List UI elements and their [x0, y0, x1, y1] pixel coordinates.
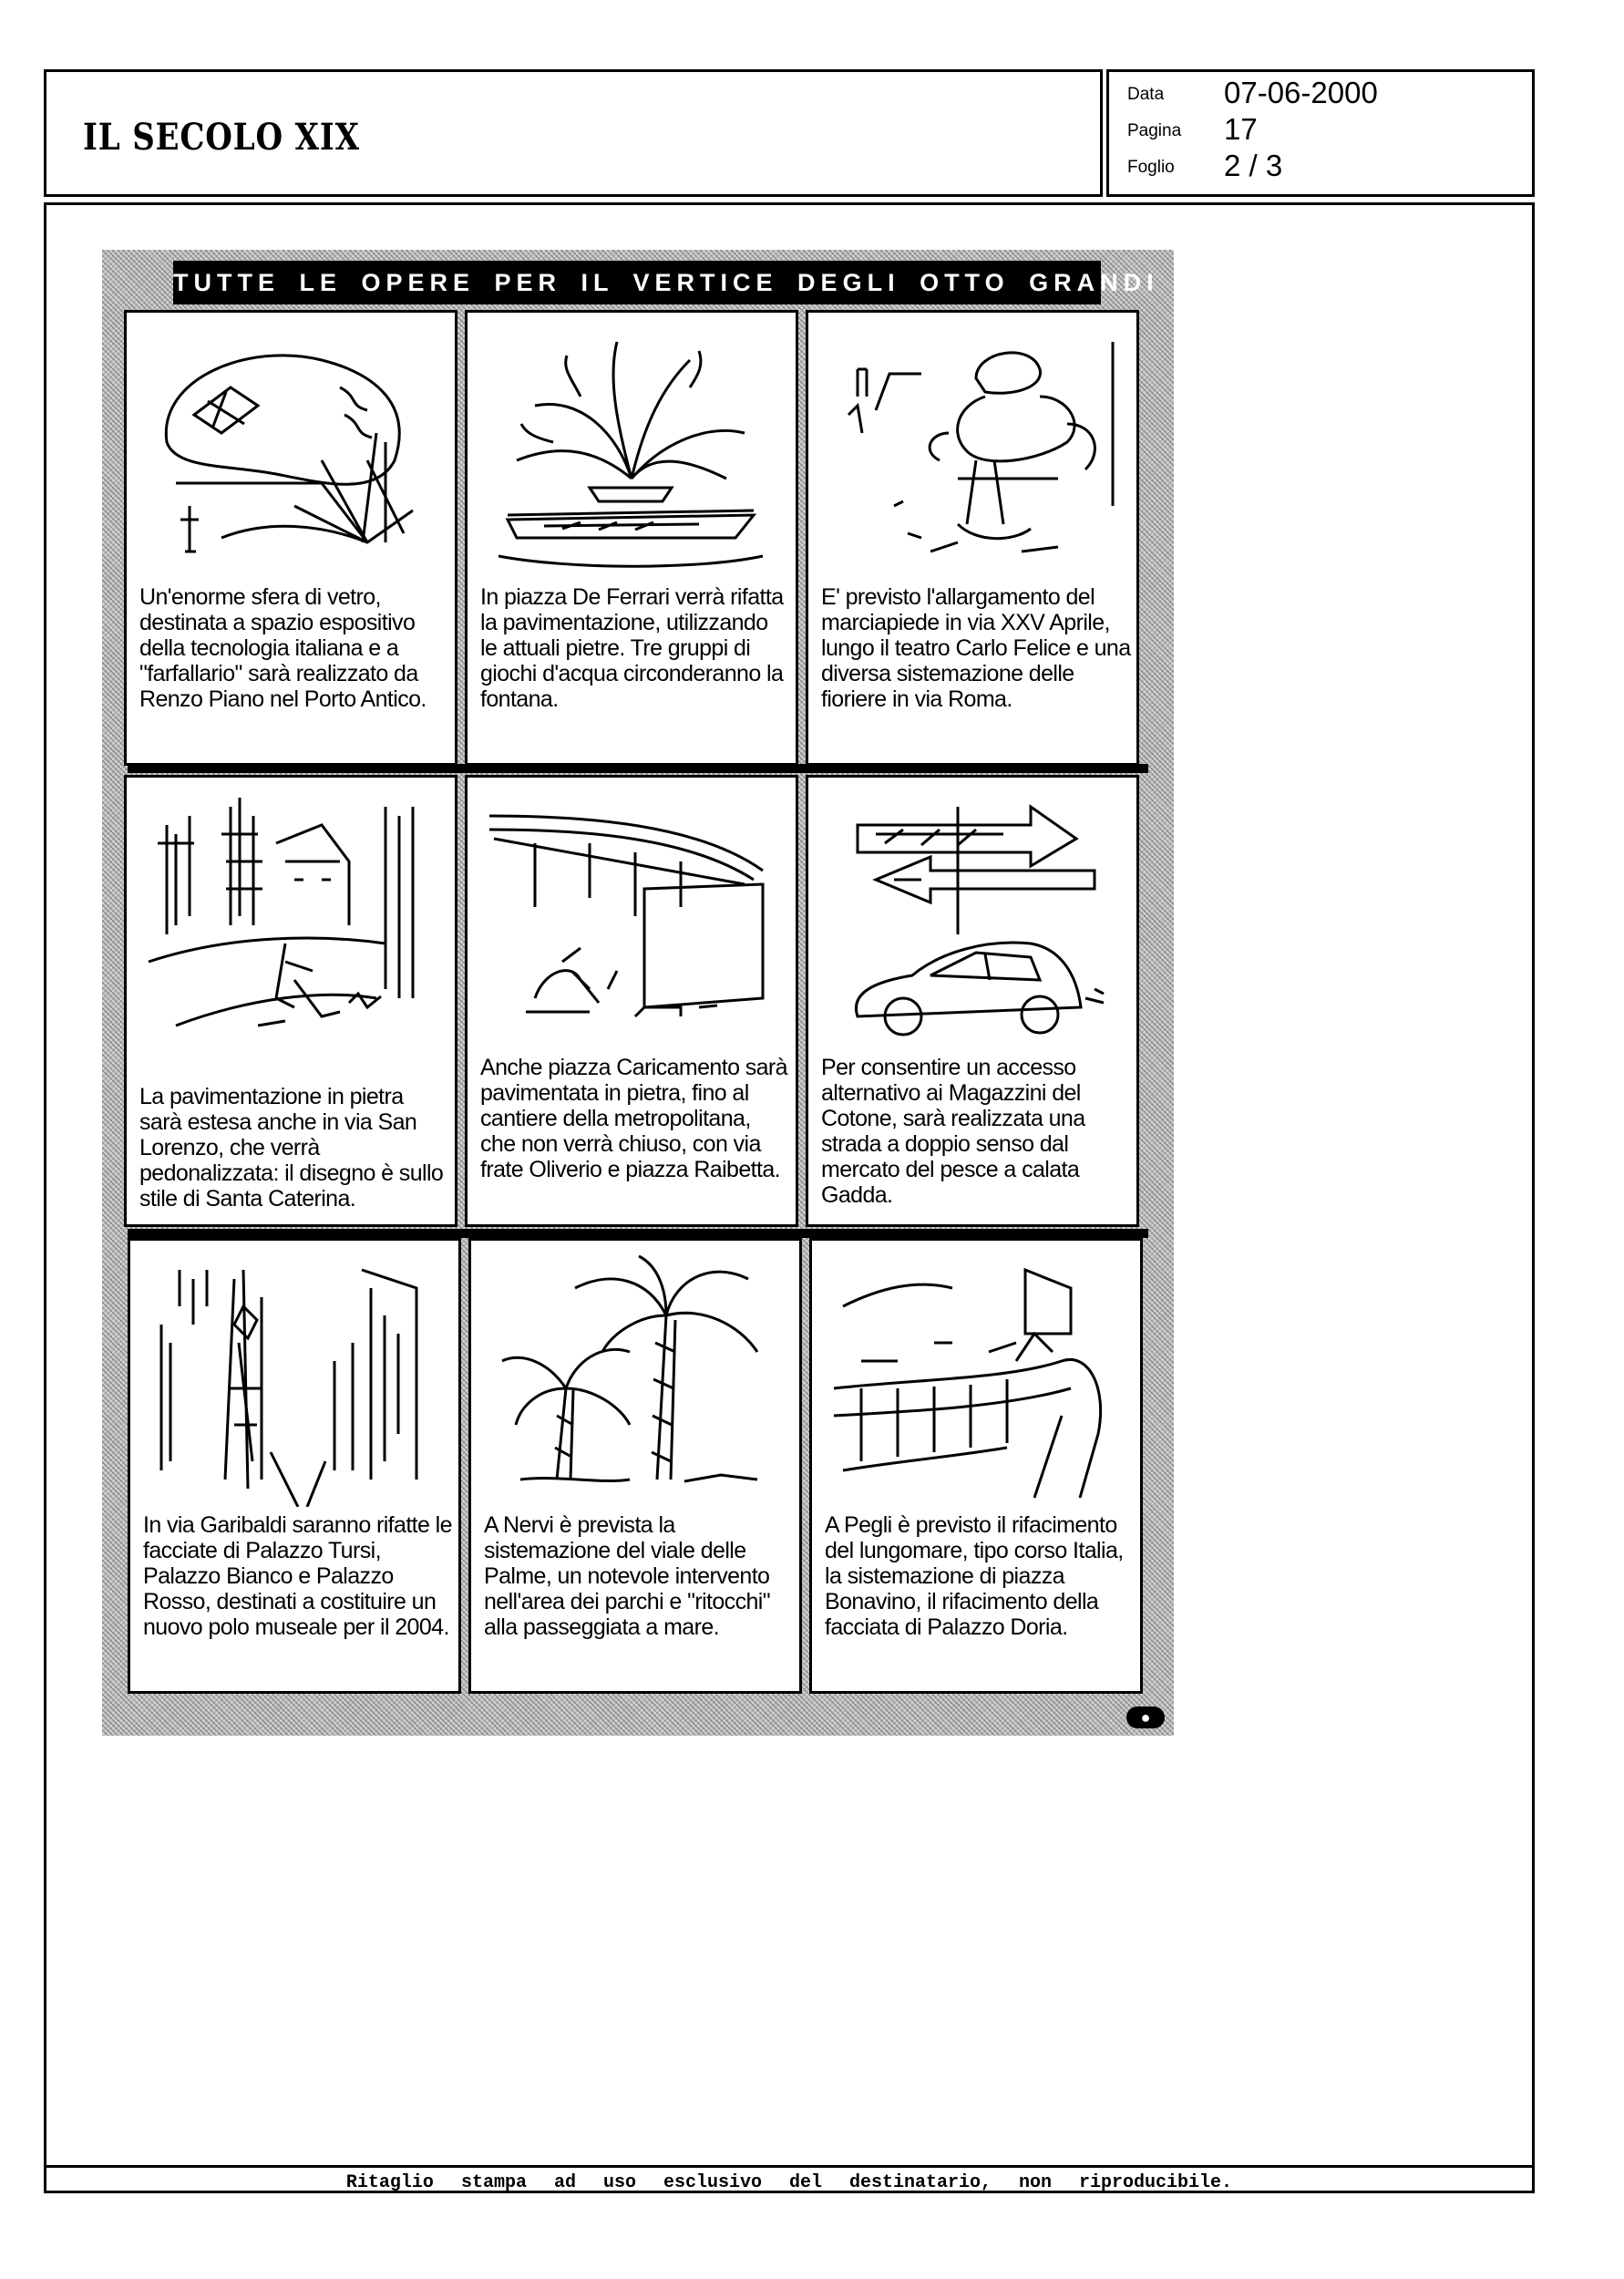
newspaper-clipping	[102, 250, 1174, 1736]
panel-pegli	[809, 1238, 1143, 1694]
panel-magazzini-cotone	[806, 775, 1139, 1227]
clipping-title: TUTTE LE OPERE PER IL VERTICE DEGLI OTTO GRANDI	[173, 261, 1101, 304]
row-divider	[128, 1229, 1148, 1238]
road-signs-car-sketch-icon	[821, 789, 1124, 1044]
meta-value-page: 17	[1224, 112, 1258, 146]
panel-caption: Anche piazza Caricamento sarà pavimentata in pietra, fino al cantiere della metropolitana, che non verrà chiuso, con via frate Oliverio e piazza Raibetta.	[480, 1055, 787, 1182]
glass-sphere-sketch-icon	[139, 324, 442, 579]
footer-notice: Ritaglio stampa ad uso esclusivo del destinatario, non riproducibile.	[345, 2172, 1233, 2193]
newspaper-masthead: IL SECOLO XIX	[83, 116, 360, 159]
meta-value-date: 07-06-2000	[1224, 76, 1378, 109]
panel-sfera-vetro	[124, 310, 457, 766]
elevated-road-sketch-icon	[480, 789, 783, 1044]
masthead-box	[44, 69, 1103, 197]
panel-de-ferrari	[465, 310, 798, 766]
panel-caption: In piazza De Ferrari verrà rifatta la pavimentazione, utilizzando le attuali pietre. Tre gruppi di giochi d'acqua circonderanno la fontana.	[480, 584, 784, 712]
panel-caption: A Nervi è prevista la sistemazione del viale delle Palme, un notevole intervento nell'area dei parchi e "ritocchi" alla passeggiata a mare.	[484, 1512, 771, 1640]
panel-xxv-aprile	[806, 310, 1139, 766]
meta-row-data	[1127, 77, 1528, 110]
palazzi-street-sketch-icon	[143, 1252, 446, 1507]
panel-caption: A Pegli è previsto il rifacimento del lungomare, tipo corso Italia, la sistemazione di piazza Bonavino, il rifacimento della facciata di Palazzo Doria.	[825, 1512, 1124, 1640]
meta-label: Foglio	[1127, 158, 1175, 177]
church-street-sketch-icon	[139, 789, 442, 1044]
panel-caption: Per consentire un accesso alternativo ai Magazzini del Cotone, sarà realizzata una strada a doppio senso dal mercato del pesce a calata Gadda.	[821, 1055, 1085, 1208]
panel-caption: E' previsto l'allargamento del marciapiede in via XXV Aprile, lungo il teatro Carlo Felice e una diversa sistemazione delle fioriere in via Roma.	[821, 584, 1131, 712]
meta-label: Data	[1127, 85, 1165, 104]
panel-caption: Un'enorme sfera di vetro, destinata a spazio espositivo della tecnologia italiana e a "farfallario" sarà realizzato da Renzo Piano nel Porto Antico.	[139, 584, 427, 712]
meta-row-pagina	[1127, 114, 1528, 147]
panel-nervi	[468, 1238, 802, 1694]
seafront-sketch-icon	[825, 1252, 1127, 1507]
fountain-sketch-icon	[480, 324, 783, 579]
palm-trees-sketch-icon	[484, 1252, 786, 1507]
secolo-logo-icon: ●	[1126, 1707, 1165, 1728]
panel-caricamento	[465, 775, 798, 1227]
meta-label: Pagina	[1127, 121, 1182, 140]
worker-drill-sketch-icon	[821, 324, 1124, 579]
clipping-metadata	[1106, 69, 1535, 197]
footer-divider	[46, 2165, 1532, 2168]
panel-caption: In via Garibaldi saranno rifatte le facciate di Palazzo Tursi, Palazzo Bianco e Palazzo Rosso, destinati a costituire un nuovo polo museale per il 2004.	[143, 1512, 452, 1640]
panel-via-garibaldi	[128, 1238, 461, 1694]
panel-san-lorenzo	[124, 775, 457, 1227]
meta-row-foglio	[1127, 150, 1528, 183]
meta-value-sheet: 2 / 3	[1224, 149, 1283, 182]
panel-caption: La pavimentazione in pietra sarà estesa anche in via San Lorenzo, che verrà pedonalizzata: il disegno è sullo stile di Santa Caterina.	[139, 1084, 444, 1212]
